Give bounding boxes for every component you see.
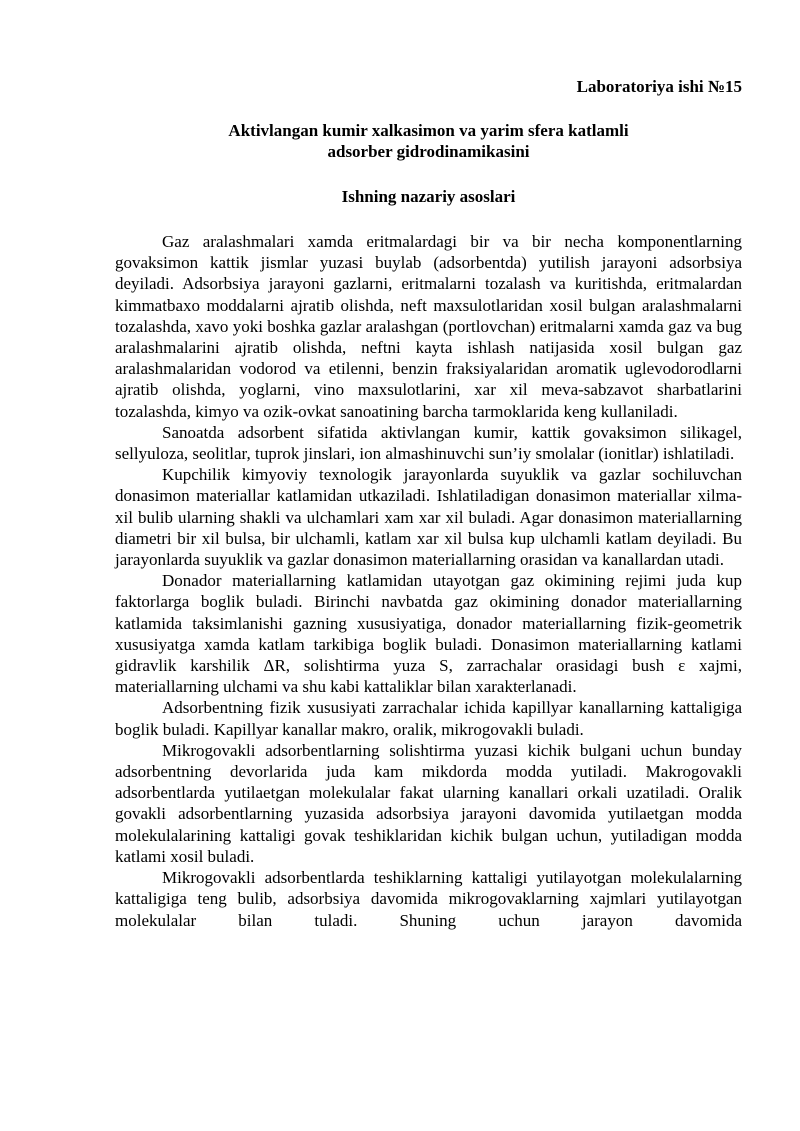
title-line-2: adsorber gidrodinamikasini: [327, 142, 530, 161]
paragraph-7: Mikrogovakli adsorbentlarda teshiklarning kattaligi yutilayotgan molekulalarning kattaligiga teng bulib, adsorbsiya davomida mikrogovaklarning xajmlari yutilayotgan molekulalar bilan tuladi. Shuning uchun jarayon davomida: [115, 868, 742, 930]
lab-number: Laboratoriya ishi №15: [576, 77, 742, 96]
section-heading: Ishning nazariy asoslari: [341, 187, 516, 206]
paragraph-5: Adsorbentning fizik xususiyati zarrachalar ichida kapillyar kanallarning kattaligiga boglik buladi. Kapillyar kanallar makro, oralik, mikrogovakli buladi.: [115, 698, 742, 739]
paragraph-6: Mikrogovakli adsorbentlarning solishtirma yuzasi kichik bulgani uchun bunday adsorbentning devorlarida juda kam mikdorda modda yutiladi. Makrogovakli adsorbentlarda yutilaetgan molekulalar fakat ularning kanallari orkali uzatiladi. Oralik govakli adsorbentlarning yuzasida adsorbsiya jarayoni davomida yutilaetgan modda molekulalarining kattaligi govak teshiklaridan kichik bulgan uchun, yutiladigan modda katlami xosil buladi.: [115, 740, 742, 866]
paragraph-1: Gaz aralashmalari xamda eritmalardagi bir va bir necha komponentlarning govaksimon kattik jismlar yuzasi buylab (adsorbentda) yutilish jarayoni adsorbsiya deyiladi. Adsorbsiya jarayoni gazlarni, eritmalarni tozalash va kuritishda, eritmalardan kimmatbaxo moddalarni ajratib olishda, neft maxsulotlaridan xosil bulgan aralashmalarni tozalashda, xavo yoki boshka gazlar aralashgan (portlovchan) eritmalarni xamda gaz va bug aralashmalarini ajratib olishda, neftni kayta ishlash natijasida xosil bulgan gaz aralashmalaridan vodorod va etilenni, benzin fraksiyalaridan aromatik uglevodorodlarni ajratib olishda, yoglarni, vino maxsulotlarini, xar xil meva-sabzavot sharbatlarini tozalashda, kimyo va ozik-ovkat sanoatining barcha tarmoklarida keng kullaniladi.: [115, 232, 742, 421]
paragraph-3: Kupchilik kimyoviy texnologik jarayonlarda suyuklik va gazlar sochiluvchan donasimon materiallar katlamidan utkaziladi. Ishlatiladigan donasimon materiallar xilma-xil bulib ularning shakli va ulchamlari xam xar xil buladi. Agar donasimon materiallarning diametri bir xil bulsa, bir ulchamli, katlam xar xil bulsa kup ulchamli katlam deyiladi. Bu jarayonlarda suyuklik va gazlar donasimon materiallarning orasidan va kanallardan utadi.: [115, 465, 742, 570]
body-text: [115, 231, 742, 931]
title-line-1: Aktivlangan kumir xalkasimon va yarim sfera katlamli: [228, 121, 629, 140]
document-title: [115, 120, 742, 162]
paragraph-2: Sanoatda adsorbent sifatida aktivlangan kumir, kattik govaksimon silikagel, sellyuloza, seolitlar, tuprok jinslari, ion almashinuvchi sun’iy smolalar (ionitlar) ishlatiladi.: [115, 422, 742, 464]
paragraph-4: Donador materiallarning katlamidan utayotgan gaz okimining rejimi juda kup faktorlarga boglik buladi. Birinchi navbatda gaz okimining donador materiallarning katlamida taksimlanishi gazning xususiyatiga, donador materiallarning fizik-geometrik xususiyatga xamda katlam tarkibiga boglik buladi. Donasimon materiallarning katlami gidravlik karshilik ΔR, solishtirma yuza S, zarrachalar orasidagi bush ε xajmi, materiallarning ulchami va shu kabi kattaliklar bilan xarakterlanadi.: [115, 571, 742, 697]
document-page: [115, 76, 742, 931]
